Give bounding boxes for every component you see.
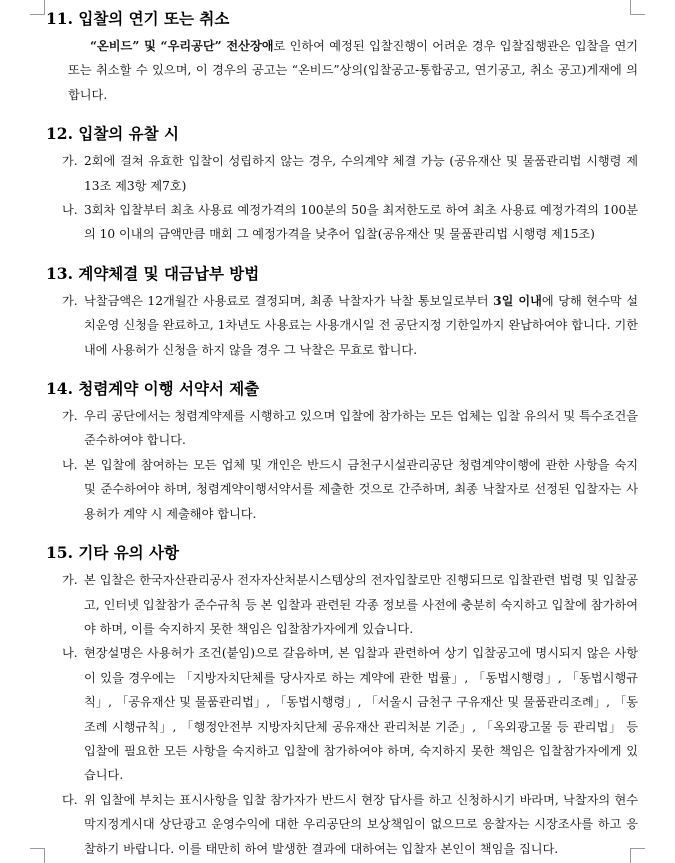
section-heading: 15. 기타 유의 사항 — [46, 543, 179, 563]
paragraph-text: 로 인하여 예정된 입찰진행이 어려운 경우 입찰집행관은 입찰을 연기 또는 취소할 수 있으며, 이 경우의 공고는 “온비드”상의(입찰공고-통합공고, 연기공고, 취소 공고)게재에 의합니다. — [68, 39, 638, 102]
item-marker: 가. — [62, 293, 78, 308]
item-marker: 가. — [62, 573, 78, 588]
list-item — [46, 641, 638, 787]
list-item — [46, 568, 638, 641]
item-marker: 다. — [62, 792, 78, 807]
item-text: 2회에 걸쳐 유효한 입찰이 성립하지 않는 경우, 수의계약 체결 가능 (공유재산 및 물품관리법 시행령 제13조 제3항 제7호) — [84, 154, 638, 193]
section-15 — [46, 542, 638, 861]
item-text: 위 입찰에 부치는 표시사항을 입찰 참가자가 반드시 현장 답사를 하고 신청하시기 바라며, 낙찰자의 현수막지정게시대 상단광고 운영수익에 대한 우리공단의 보상책임이 없으므로 응찰자는 시장조사를 하고 응찰하기 바랍니다. 이를 태만히 하여 발생한 결과에 대하여는 입찰자 본인이 책임을 집니다. — [84, 792, 638, 856]
list-item — [46, 788, 638, 861]
list-item — [46, 198, 638, 247]
crop-mark-top-left — [30, 0, 45, 15]
item-marker: 가. — [62, 409, 78, 424]
item-text: 우리 공단에서는 청렴계약제를 시행하고 있으며 입찰에 참가하는 모든 업체는 입찰 유의서 및 특수조건을 준수하여야 합니다. — [84, 409, 638, 448]
section-heading: 13. 계약체결 및 대금납부 방법 — [46, 263, 260, 283]
item-text: 낙찰금액은 12개월간 사용료로 결정되며, 최종 낙찰자가 낙찰 통보일로부터 — [84, 293, 494, 308]
item-marker: 나. — [62, 646, 78, 661]
section-14 — [46, 378, 638, 526]
list-item — [46, 149, 638, 198]
list-item — [46, 289, 638, 362]
list-item — [46, 453, 638, 526]
section-paragraph — [46, 34, 638, 107]
bold-text: 3일 이내 — [493, 293, 542, 308]
item-text: 현장설명은 사용허가 조건(붙임)으로 갈음하며, 본 입찰과 관련하여 상기 입찰공고에 명시되지 않은 사항이 있을 경우에는 「지방자치단체를 당사자로 하는 계약에 관한 법률」, 「동법시행령」, 「동법시행규칙」, 「공유재산 및 물품관리법」, 「동법시행령」, 「서울시 금천구 구유재산 및 물품관리조례」, 「동 조례 시행규칙」, 「행정안전부 지방자치단체 공유재산 관리처분 기준」, 「옥외광고물 등 관리법」 등 입찰에 필요한 모든 사항을 숙지하고 입찰에 참가하여야 하며, 숙지하지 못한 책임은 입찰참가자에게 있습니다. — [84, 646, 638, 783]
list-item — [46, 404, 638, 453]
section-12 — [46, 123, 638, 247]
item-marker: 나. — [62, 203, 78, 218]
item-marker: 가. — [62, 154, 78, 169]
item-text: 에 당해 현수막 설치운영 신청을 완료하고, 1차년도 사용료는 사용개시일 전 공단지정 기한일까지 완납하여야 합니다. 기한 내에 사용허가 신청을 하지 않을 경우 그 낙찰은 무효로 합니다. — [84, 293, 638, 357]
item-marker: 나. — [62, 457, 78, 472]
section-heading: 14. 청렴계약 이행 서약서 제출 — [46, 379, 260, 399]
section-heading: 12. 입찰의 유찰 시 — [46, 124, 179, 144]
item-text: 본 입찰은 한국자산관리공사 전자자산처분시스템상의 전자입찰로만 진행되므로 입찰관련 법령 및 입찰공고, 인터넷 입찰참가 준수규칙 등 본 입찰과 관련된 각종 정보를 사전에 충분히 숙지하고 입찰에 참가하여야 하며, 이를 숙지하지 못한 책임은 입찰참가자에게 있습니다. — [84, 573, 638, 636]
item-text: 본 입찰에 참여하는 모든 업체 및 개인은 반드시 금천구시설관리공단 청렴계약이행에 관한 사항을 숙지 및 준수하여야 하며, 청렴계약이행서약서를 제출한 것으로 간주하며, 최종 낙찰자로 선정된 입찰자는 사용허가 계약 시 제출해야 합니다. — [84, 457, 638, 521]
section-11 — [46, 8, 638, 107]
crop-mark-bottom-left — [30, 848, 45, 863]
item-text: 3회차 입찰부터 최초 사용료 예정가격의 100분의 50을 최저한도로 하여 최초 사용료 예정가격의 100분의 10 이내의 금액만큼 매회 그 예정가격을 낮추어 입찰(공유재산 및 물품관리법 시행령 제15조) — [84, 203, 638, 242]
bold-text: “온비드” 및 “우리공단” 전산장애 — [90, 39, 274, 53]
document-body — [46, 8, 638, 861]
section-13 — [46, 263, 638, 362]
section-heading: 11. 입찰의 연기 또는 취소 — [46, 9, 230, 28]
